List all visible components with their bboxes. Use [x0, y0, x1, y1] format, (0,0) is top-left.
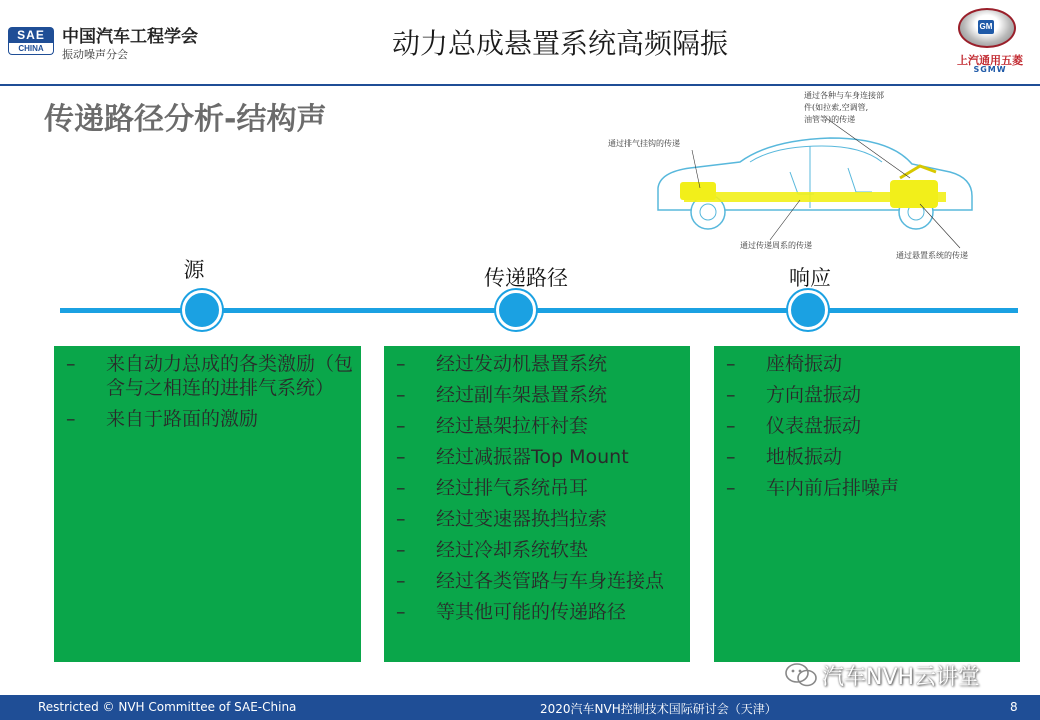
list-item: – 经过减振器Top Mount — [384, 445, 690, 469]
note-exhaust: 通过排气挂钩的传递 — [608, 139, 680, 148]
path-list — [384, 352, 690, 624]
path-box — [384, 346, 690, 662]
note-driveline: 通过传递周系的传递 — [740, 241, 812, 250]
org-subname: 振动噪声分会 — [62, 48, 128, 61]
header-divider — [0, 84, 1040, 86]
list-item: – 地板振动 — [714, 445, 1020, 469]
footer-copyright: Restricted © NVH Committee of SAE-China — [38, 700, 297, 714]
section-title: 传递路径分析-结构声 — [44, 102, 327, 137]
car-transfer-path-diagram — [600, 88, 1000, 268]
brand-english-name: SGMW — [973, 65, 1007, 74]
stage-label-path: 传递路径 — [484, 266, 568, 290]
list-item: – 方向盘振动 — [714, 383, 1020, 407]
logo-china-text: CHINA — [8, 43, 54, 55]
list-item: – 经过发动机悬置系统 — [384, 352, 690, 376]
slide-title: 动力总成悬置系统高频隔振 — [391, 27, 728, 60]
brand-chinese-name: 上汽通用五菱 — [957, 54, 1023, 67]
list-item: – 经过各类管路与车身连接点 — [384, 569, 690, 593]
source-box — [54, 346, 361, 662]
list-item: – 来自于路面的激励 — [54, 407, 361, 431]
timeline-node-source — [182, 290, 222, 330]
response-list — [714, 352, 1020, 500]
list-item: – 车内前后排噪声 — [714, 476, 1020, 500]
list-item: – 经过冷却系统软垫 — [384, 538, 690, 562]
response-box — [714, 346, 1020, 662]
logo-sae-text: SAE — [8, 27, 54, 43]
sgmw-logo — [952, 8, 1028, 72]
page-number: 8 — [1010, 700, 1018, 714]
stage-label-response: 响应 — [789, 266, 831, 290]
list-item: – 经过变速器换挡拉索 — [384, 507, 690, 531]
note-mount-system: 通过悬置系统的传递 — [896, 251, 968, 260]
list-item: – 仪表盘振动 — [714, 414, 1020, 438]
wechat-icon — [784, 662, 818, 688]
sae-china-logo — [8, 27, 54, 55]
list-item: – 经过排气系统吊耳 — [384, 476, 690, 500]
list-item: – 经过副车架悬置系统 — [384, 383, 690, 407]
stage-label-source: 源 — [183, 258, 205, 282]
note-body-connections: 通过各种与车身连接部 件(如拉索,空调管, 油管等)的传递 — [804, 91, 884, 124]
org-name: 中国汽车工程学会 — [62, 27, 198, 47]
timeline-node-path — [496, 290, 536, 330]
watermark-text: 汽车NVH云讲堂 — [822, 665, 981, 690]
list-item: – 座椅振动 — [714, 352, 1020, 376]
list-item: – 经过悬架拉杆衬套 — [384, 414, 690, 438]
gm-badge: GM — [978, 20, 994, 34]
list-item: – 来自动力总成的各类激励（包含与之相连的进排气系统） — [54, 352, 361, 400]
list-item: – 等其他可能的传递路径 — [384, 600, 690, 624]
timeline-node-response — [788, 290, 828, 330]
footer-event: 2020汽车NVH控制技术国际研讨会（天津） — [540, 702, 777, 716]
source-list — [54, 352, 361, 431]
